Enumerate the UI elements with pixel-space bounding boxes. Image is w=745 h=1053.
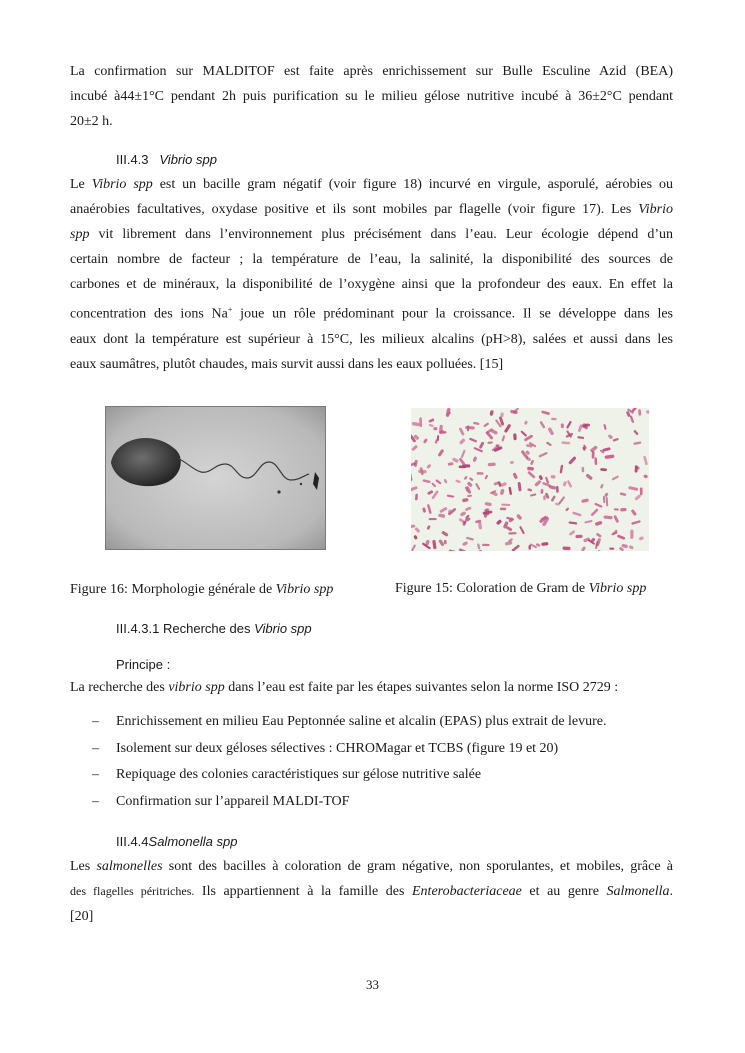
- list-item: – Confirmation sur l’appareil MALDI-TOF: [92, 793, 350, 809]
- bacterium-mark: [561, 423, 564, 428]
- figure-15-caption: Figure 15: Coloration de Gram de Vibrio spp: [395, 581, 647, 596]
- paragraph-recherche-vibrio: La recherche des vibrio spp dans l’eau est faite par les étapes suivantes selon la norme ISO 2729 :: [70, 680, 619, 695]
- figure-16-vibrio-morphology-image: [105, 406, 326, 550]
- list-item: – Enrichissement en milieu Eau Peptonnée saline et alcalin (EPAS) plus extrait de levure.: [92, 714, 607, 729]
- bacterium-mark: [609, 547, 614, 550]
- bacterium-mark: [433, 427, 437, 430]
- text-line: des flagelles péritriches. Ils appartiennent à la famille des Enterobacteriaceae et au genre Salmonella.: [70, 884, 673, 899]
- bacterium-mark: [541, 489, 544, 494]
- text-line: 20±2 h.: [70, 114, 113, 129]
- bacterium-mark: [562, 546, 570, 550]
- figure-16-caption: Figure 16: Morphologie générale de Vibrio spp: [70, 582, 334, 597]
- text-line: concentration des ions Na+ joue un rôle prédominant pour la croissance. Il se développe dans les: [70, 305, 673, 322]
- bacterium-mark: [508, 532, 516, 534]
- bacterium-mark: [513, 433, 517, 440]
- subsection-heading-recherche-vibrio: III.4.3.1 Recherche des Vibrio spp: [116, 621, 312, 636]
- figure-15-gram-stain-image: [411, 408, 649, 551]
- bacterium-mark: [482, 544, 490, 546]
- text-line: incubé à44±1°C pendant 2h puis purification su le milieu gélose nutritive incubé à 36±2°C pendant: [70, 89, 673, 104]
- text-line: Le Vibrio spp est un bacille gram négatif (voir figure 18) incurvé en virgule, asporulé, aérobies ou: [70, 177, 674, 192]
- principe-heading: Principe :: [116, 657, 171, 672]
- bacterium-mark: [543, 495, 545, 500]
- bacterium-mark: [510, 461, 514, 464]
- bacterium-mark: [592, 451, 595, 459]
- bacterium-mark: [594, 457, 597, 465]
- text-line: Les salmonelles sont des bacilles à coloration de gram négative, non sporulantes, et mobiles, grâce à: [70, 859, 673, 874]
- bacterium-mark: [500, 508, 507, 511]
- list-item: – Repiquage des colonies caractéristiques sur gélose nutritive salée: [92, 767, 482, 782]
- bacterium-mark: [614, 508, 619, 510]
- bacterium-mark: [419, 417, 422, 427]
- text-line: [20]: [70, 909, 94, 924]
- bullet-list-steps: [92, 714, 672, 820]
- text-line: certain nombre de facteur ; la température de l’eau, la salinité, la disponibilité des sources de: [70, 252, 673, 267]
- text-line: La confirmation sur MALDITOF est faite après enrichissement sur Bulle Esculine Azid (BEA): [70, 64, 673, 79]
- gram-stain-svg: [411, 408, 649, 551]
- bacterium-mark: [418, 470, 427, 474]
- bacterium-mark: [477, 472, 484, 475]
- bacterium-mark: [556, 486, 559, 493]
- section-heading-salmonella: III.4.4Salmonella spp: [116, 834, 238, 849]
- bacterium-mark: [575, 535, 582, 539]
- bacterium-mark: [582, 467, 585, 472]
- bacterium-mark: [429, 518, 437, 520]
- text-line: spp vit librement dans l’environnement plus précisément dans l’eau. Leur écologie dépend d’un: [70, 227, 673, 242]
- paragraph-maldi-confirmation: [70, 59, 673, 134]
- text-line: eaux dont la température est supérieur à 15°C, les milieux alcalins (pH>8), salées et aussi dans les: [70, 331, 673, 347]
- list-item: – Isolement sur deux géloses sélectives : CHROMagar et TCBS (figure 19 et 20): [92, 740, 559, 756]
- bacterium-mark: [640, 487, 643, 495]
- bacterium-mark: [459, 465, 467, 468]
- bacterium-mark: [630, 530, 633, 539]
- paragraph-salmonella: [70, 854, 673, 929]
- text-line: carbones et de minéraux, la disponibilité de l’oxygène ainsi que la profondeur des eaux. En effet la: [70, 277, 673, 292]
- paragraph-vibrio-description: [70, 172, 673, 377]
- page-number: 33: [366, 977, 379, 992]
- bacterium-mark: [585, 424, 590, 427]
- bacterium-mark: [551, 418, 557, 421]
- section-heading-vibrio: III.4.3 Vibrio spp: [116, 152, 217, 167]
- bacterium-mark: [620, 508, 627, 512]
- micrograph-svg: [105, 406, 326, 550]
- text-line: anaérobies facultatives, oxydase positive et ils sont mobiles par flagelle (voir figure 17). Les Vibrio: [70, 202, 673, 217]
- text-line: eaux saumâtres, plutôt chaudes, mais survit aussi dans les eaux polluées. [15]: [70, 356, 504, 372]
